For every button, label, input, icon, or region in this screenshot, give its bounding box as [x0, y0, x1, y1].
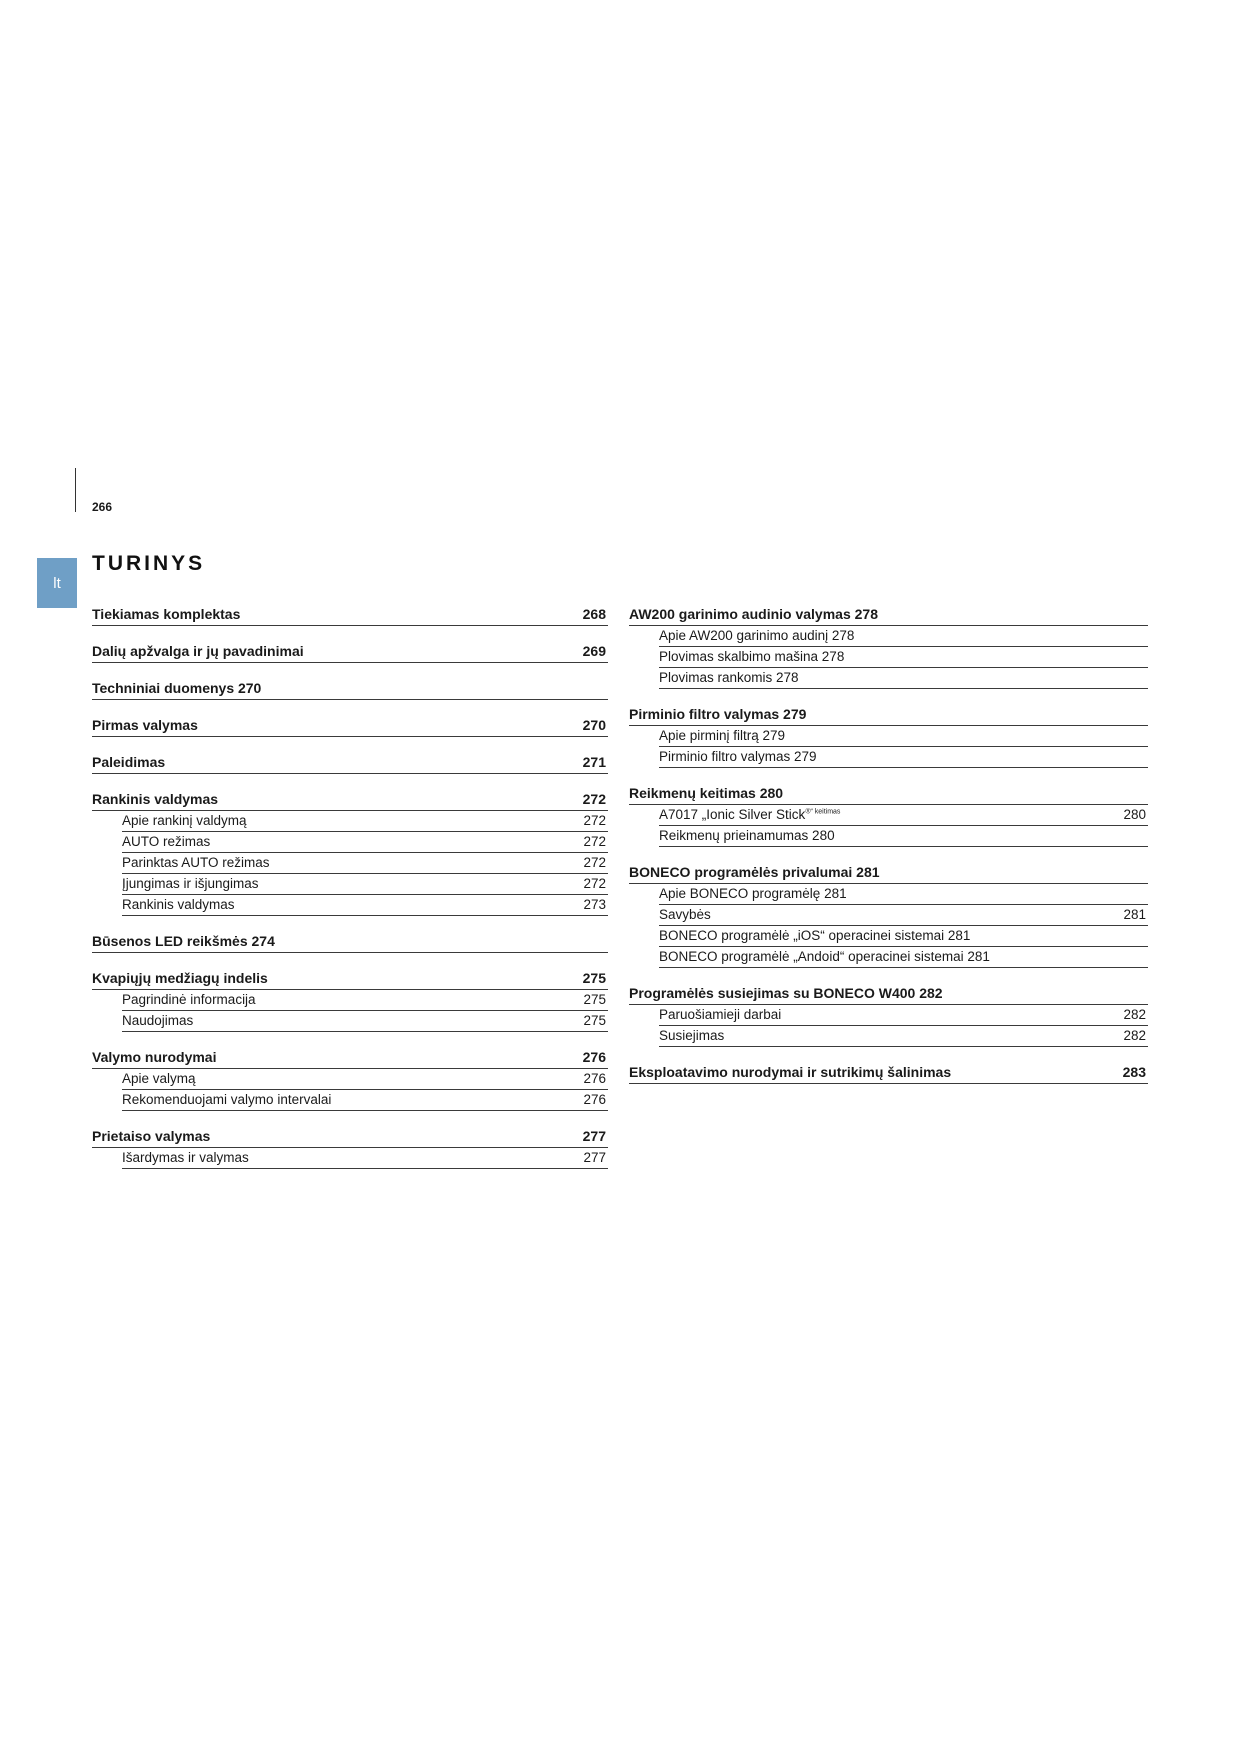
toc-entry-title: Apie rankinį valdymą [122, 813, 247, 828]
toc-subentry[interactable] [659, 884, 1148, 905]
toc-section-heading[interactable] [92, 641, 608, 663]
toc-entry-title: Eksploatavimo nurodymai ir sutrikimų šalinimas [629, 1064, 952, 1080]
toc-subentry[interactable] [122, 832, 608, 853]
toc-section [92, 968, 608, 1032]
toc-section-heading[interactable] [629, 862, 1148, 884]
toc-entry-title: Apie AW200 garinimo audinį 278 [659, 628, 855, 643]
toc-entry-page: 272 [582, 791, 606, 807]
toc-subentry[interactable] [659, 726, 1148, 747]
toc-entry-page: 275 [582, 970, 606, 986]
toc-entry-page: 281 [1123, 907, 1146, 922]
toc-entry-title: Apie pirminį filtrą 279 [659, 728, 786, 743]
toc-section-heading[interactable] [92, 968, 608, 990]
toc-right-column [629, 604, 1148, 1099]
toc-section [629, 862, 1148, 968]
toc-entry-title: Susiejimas [659, 1028, 725, 1043]
toc-entry-page: 283 [1122, 1064, 1146, 1080]
toc-entry-title: Techniniai duomenys 270 [92, 680, 262, 696]
toc-subentry[interactable] [659, 626, 1148, 647]
toc-section-heading[interactable] [92, 931, 608, 953]
toc-entry-page: 275 [583, 992, 606, 1007]
toc-entry-title: BONECO programėlės privalumai 281 [629, 864, 880, 880]
toc-section [92, 789, 608, 916]
language-tab: lt [37, 558, 77, 608]
toc-entry-page: 282 [1123, 1007, 1146, 1022]
toc-entry-title: AUTO režimas [122, 834, 211, 849]
toc-subentry[interactable] [122, 853, 608, 874]
toc-entry-title: Įjungimas ir išjungimas [122, 876, 259, 891]
toc-entry-page: 276 [583, 1071, 606, 1086]
toc-section [629, 983, 1148, 1047]
toc-section [92, 641, 608, 663]
toc-section [92, 931, 608, 953]
toc-entry-title: AW200 garinimo audinio valymas 278 [629, 606, 878, 622]
toc-entry-title: Pagrindinė informacija [122, 992, 256, 1007]
toc-entry-title: Savybės [659, 907, 711, 922]
toc-entry-page: 277 [583, 1150, 606, 1165]
toc-entry-title: Pirmas valymas [92, 717, 198, 733]
toc-entry-page: 272 [583, 813, 606, 828]
toc-entry-page: 268 [582, 606, 606, 622]
toc-left-column [92, 604, 608, 1184]
toc-section-heading[interactable] [629, 1062, 1148, 1084]
toc-section-heading[interactable] [92, 604, 608, 626]
toc-entry-title: Parinktas AUTO režimas [122, 855, 270, 870]
toc-entry-title: Pirminio filtro valymas 279 [629, 706, 807, 722]
toc-section [629, 704, 1148, 768]
toc-entry-superscript: ®“ keitimas [805, 808, 841, 816]
toc-entry-page: 282 [1123, 1028, 1146, 1043]
toc-entry-title: BONECO programėlė „Andoid“ operacinei sistemai 281 [659, 949, 990, 964]
toc-entry-title: Prietaiso valymas [92, 1128, 211, 1144]
toc-entry-title: Apie valymą [122, 1071, 196, 1086]
toc-entry-page: 280 [1123, 807, 1146, 822]
toc-entry-title: Apie BONECO programėlę 281 [659, 886, 847, 901]
toc-subentry[interactable] [659, 826, 1148, 847]
toc-entry-page: 276 [582, 1049, 606, 1065]
toc-section-heading[interactable] [629, 604, 1148, 626]
toc-subentry[interactable] [659, 647, 1148, 668]
toc-entry-title: Programėlės susiejimas su BONECO W400 282 [629, 985, 943, 1001]
toc-entry-title: Paleidimas [92, 754, 166, 770]
toc-subentry[interactable] [659, 905, 1148, 926]
toc-section-heading[interactable] [92, 715, 608, 737]
toc-subentry[interactable] [122, 811, 608, 832]
toc-entry-page: 273 [583, 897, 606, 912]
toc-entry-title: Paruošiamieji darbai [659, 1007, 782, 1022]
toc-section [629, 1062, 1148, 1084]
toc-entry-title: Reikmenų prieinamumas 280 [659, 828, 835, 843]
toc-section-heading[interactable] [92, 752, 608, 774]
toc-entry-title: Pirminio filtro valymas 279 [659, 749, 817, 764]
toc-entry-page: 272 [583, 834, 606, 849]
toc-subentry[interactable] [659, 1026, 1148, 1047]
toc-subentry[interactable] [659, 1005, 1148, 1026]
toc-subentry[interactable] [122, 874, 608, 895]
toc-entry-title: Išardymas ir valymas [122, 1150, 249, 1165]
toc-subentry[interactable] [659, 747, 1148, 768]
toc-entry-title: BONECO programėlė „iOS“ operacinei sistemai 281 [659, 928, 971, 943]
toc-entry-title: Būsenos LED reikšmės 274 [92, 933, 275, 949]
toc-subentry[interactable] [659, 668, 1148, 689]
toc-subentry[interactable] [659, 805, 1148, 826]
toc-subentry[interactable] [122, 990, 608, 1011]
margin-rule [75, 468, 76, 512]
toc-subentry[interactable] [122, 1148, 608, 1169]
toc-entry-title: Plovimas rankomis 278 [659, 670, 799, 685]
toc-section [92, 1047, 608, 1111]
toc-subentry[interactable] [122, 895, 608, 916]
toc-entry-page: 272 [583, 855, 606, 870]
toc-entry-title: Plovimas skalbimo mašina 278 [659, 649, 845, 664]
toc-entry-page: 275 [583, 1013, 606, 1028]
toc-section-heading[interactable] [92, 1047, 608, 1069]
toc-section [92, 752, 608, 774]
toc-section [92, 715, 608, 737]
toc-subentry[interactable] [122, 1090, 608, 1111]
toc-entry-page: 270 [582, 717, 606, 733]
toc-section-heading[interactable] [629, 983, 1148, 1005]
toc-entry-title: Rankinis valdymas [92, 791, 219, 807]
toc-entry-page: 272 [583, 876, 606, 891]
toc-section-heading[interactable] [629, 704, 1148, 726]
toc-section-heading[interactable] [629, 783, 1148, 805]
toc-section [629, 604, 1148, 689]
toc-subentry[interactable] [659, 947, 1148, 968]
toc-section-heading[interactable] [92, 1126, 608, 1148]
page-title: TURINYS [92, 552, 206, 575]
toc-entry-title: Reikmenų keitimas 280 [629, 785, 784, 801]
toc-entry-page: 271 [582, 754, 606, 770]
toc-section-heading[interactable] [92, 789, 608, 811]
toc-section [92, 1126, 608, 1169]
toc-entry-title: Valymo nurodymai [92, 1049, 217, 1065]
toc-entry-page: 276 [583, 1092, 606, 1107]
toc-entry-page: 277 [582, 1128, 606, 1144]
toc-subentry[interactable] [122, 1011, 608, 1032]
toc-entry-title: Rekomenduojami valymo intervalai [122, 1092, 332, 1107]
toc-entry-title: Rankinis valdymas [122, 897, 235, 912]
toc-entry-page: 269 [582, 643, 606, 659]
toc-entry-title: Dalių apžvalga ir jų pavadinimai [92, 643, 304, 659]
toc-section [92, 604, 608, 626]
toc-entry-title: Kvapiųjų medžiagų indelis [92, 970, 268, 986]
toc-section [629, 783, 1148, 847]
toc-subentry[interactable] [122, 1069, 608, 1090]
toc-entry-title: Tiekiamas komplektas [92, 606, 241, 622]
toc-section [92, 678, 608, 700]
toc-entry-title: Naudojimas [122, 1013, 194, 1028]
toc-entry-title: A7017 „Ionic Silver Stick$^{®“ keitimas}$ [659, 807, 841, 822]
toc-subentry[interactable] [659, 926, 1148, 947]
toc-section-heading[interactable] [92, 678, 608, 700]
page-number: 266 [92, 500, 113, 514]
